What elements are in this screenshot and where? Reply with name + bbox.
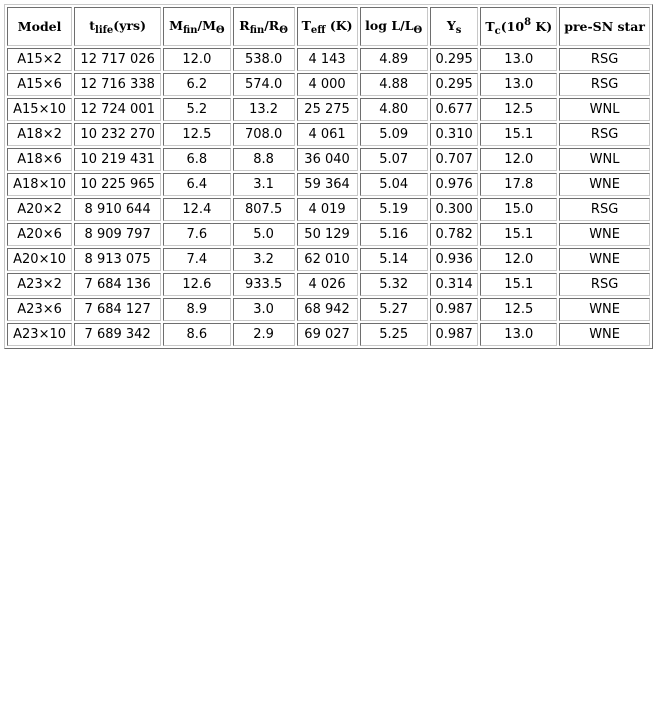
header-final-mass: $M_{fin}/M_\Theta$ <box>163 7 231 46</box>
cell-final-mass: 6.8 <box>163 148 231 171</box>
cell-pre-sn-star: RSG <box>559 73 650 96</box>
cell-final-mass: 8.6 <box>163 323 231 346</box>
cell-surface-helium: 0.300 <box>430 198 478 221</box>
cell-final-mass: 12.0 <box>163 48 231 71</box>
cell-model: A23×10 <box>7 323 72 346</box>
cell-central-temperature: 13.0 <box>480 323 557 346</box>
cell-effective-temperature: 4 143 <box>297 48 358 71</box>
cell-pre-sn-star: RSG <box>559 273 650 296</box>
cell-effective-temperature: 4 019 <box>297 198 358 221</box>
cell-lifetime: 12 724 001 <box>74 98 161 121</box>
cell-surface-helium: 0.310 <box>430 123 478 146</box>
header-luminosity: $\log L/L_\Theta$ <box>360 7 428 46</box>
cell-model: A20×10 <box>7 248 72 271</box>
cell-lifetime: 8 910 644 <box>74 198 161 221</box>
cell-surface-helium: 0.987 <box>430 298 478 321</box>
cell-final-radius: 538.0 <box>233 48 295 71</box>
table-row <box>7 323 650 346</box>
cell-effective-temperature: 59 364 <box>297 173 358 196</box>
cell-lifetime: 8 913 075 <box>74 248 161 271</box>
cell-luminosity: 4.89 <box>360 48 428 71</box>
cell-luminosity: 4.88 <box>360 73 428 96</box>
cell-central-temperature: 15.1 <box>480 223 557 246</box>
cell-luminosity: 5.16 <box>360 223 428 246</box>
cell-final-radius: 8.8 <box>233 148 295 171</box>
cell-model: A15×6 <box>7 73 72 96</box>
cell-central-temperature: 13.0 <box>480 73 557 96</box>
cell-effective-temperature: 50 129 <box>297 223 358 246</box>
cell-central-temperature: 13.0 <box>480 48 557 71</box>
table-row <box>7 73 650 96</box>
cell-surface-helium: 0.677 <box>430 98 478 121</box>
table-row <box>7 148 650 171</box>
table-body <box>7 48 650 346</box>
cell-model: A20×2 <box>7 198 72 221</box>
header-final-radius: $R_{fin}/R_\Theta$ <box>233 7 295 46</box>
table-row <box>7 248 650 271</box>
cell-central-temperature: 15.1 <box>480 123 557 146</box>
cell-final-mass: 12.4 <box>163 198 231 221</box>
header-central-temperature: $T_c(10^8$ K) <box>480 7 557 46</box>
cell-final-mass: 12.5 <box>163 123 231 146</box>
cell-surface-helium: 0.295 <box>430 73 478 96</box>
cell-luminosity: 5.19 <box>360 198 428 221</box>
cell-luminosity: 5.25 <box>360 323 428 346</box>
cell-central-temperature: 12.5 <box>480 298 557 321</box>
cell-luminosity: 4.80 <box>360 98 428 121</box>
cell-final-radius: 3.0 <box>233 298 295 321</box>
table-row <box>7 98 650 121</box>
cell-luminosity: 5.07 <box>360 148 428 171</box>
table-row <box>7 273 650 296</box>
table-row <box>7 198 650 221</box>
cell-effective-temperature: 4 000 <box>297 73 358 96</box>
cell-final-radius: 3.2 <box>233 248 295 271</box>
cell-final-radius: 5.0 <box>233 223 295 246</box>
cell-model: A23×6 <box>7 298 72 321</box>
header-lifetime: $t_{life}(yrs)$ <box>74 7 161 46</box>
cell-model: A20×6 <box>7 223 72 246</box>
cell-model: A15×10 <box>7 98 72 121</box>
cell-model: A18×6 <box>7 148 72 171</box>
cell-central-temperature: 12.0 <box>480 248 557 271</box>
cell-final-mass: 6.4 <box>163 173 231 196</box>
cell-model: A18×2 <box>7 123 72 146</box>
table-row <box>7 173 650 196</box>
cell-final-radius: 574.0 <box>233 73 295 96</box>
cell-model: A18×10 <box>7 173 72 196</box>
cell-surface-helium: 0.707 <box>430 148 478 171</box>
cell-pre-sn-star: RSG <box>559 198 650 221</box>
cell-central-temperature: 15.1 <box>480 273 557 296</box>
table-row <box>7 223 650 246</box>
cell-central-temperature: 17.8 <box>480 173 557 196</box>
cell-pre-sn-star: WNL <box>559 98 650 121</box>
header-model: Model <box>7 7 72 46</box>
cell-final-radius: 2.9 <box>233 323 295 346</box>
cell-surface-helium: 0.987 <box>430 323 478 346</box>
cell-effective-temperature: 62 010 <box>297 248 358 271</box>
cell-effective-temperature: 36 040 <box>297 148 358 171</box>
cell-effective-temperature: 68 942 <box>297 298 358 321</box>
header-effective-temperature: $T_{eff}$ (K) <box>297 7 358 46</box>
cell-final-radius: 933.5 <box>233 273 295 296</box>
cell-final-mass: 5.2 <box>163 98 231 121</box>
table-row <box>7 298 650 321</box>
cell-central-temperature: 15.0 <box>480 198 557 221</box>
cell-final-radius: 807.5 <box>233 198 295 221</box>
cell-lifetime: 7 689 342 <box>74 323 161 346</box>
cell-surface-helium: 0.314 <box>430 273 478 296</box>
cell-surface-helium: 0.976 <box>430 173 478 196</box>
header-row <box>7 7 650 46</box>
cell-pre-sn-star: RSG <box>559 123 650 146</box>
cell-model: A15×2 <box>7 48 72 71</box>
cell-model: A23×2 <box>7 273 72 296</box>
cell-final-radius: 708.0 <box>233 123 295 146</box>
cell-pre-sn-star: WNE <box>559 223 650 246</box>
cell-lifetime: 8 909 797 <box>74 223 161 246</box>
cell-surface-helium: 0.295 <box>430 48 478 71</box>
cell-final-radius: 13.2 <box>233 98 295 121</box>
cell-final-mass: 7.4 <box>163 248 231 271</box>
table-row <box>7 123 650 146</box>
cell-surface-helium: 0.782 <box>430 223 478 246</box>
cell-final-radius: 3.1 <box>233 173 295 196</box>
cell-final-mass: 6.2 <box>163 73 231 96</box>
cell-luminosity: 5.14 <box>360 248 428 271</box>
cell-lifetime: 10 225 965 <box>74 173 161 196</box>
cell-surface-helium: 0.936 <box>430 248 478 271</box>
cell-effective-temperature: 25 275 <box>297 98 358 121</box>
cell-lifetime: 12 717 026 <box>74 48 161 71</box>
cell-final-mass: 12.6 <box>163 273 231 296</box>
cell-lifetime: 12 716 338 <box>74 73 161 96</box>
cell-effective-temperature: 4 026 <box>297 273 358 296</box>
cell-effective-temperature: 69 027 <box>297 323 358 346</box>
cell-pre-sn-star: WNE <box>559 248 650 271</box>
cell-lifetime: 7 684 136 <box>74 273 161 296</box>
cell-luminosity: 5.04 <box>360 173 428 196</box>
cell-lifetime: 10 219 431 <box>74 148 161 171</box>
cell-central-temperature: 12.5 <box>480 98 557 121</box>
cell-final-mass: 8.9 <box>163 298 231 321</box>
cell-lifetime: 7 684 127 <box>74 298 161 321</box>
cell-pre-sn-star: WNE <box>559 298 650 321</box>
cell-pre-sn-star: RSG <box>559 48 650 71</box>
cell-luminosity: 5.27 <box>360 298 428 321</box>
cell-luminosity: 5.09 <box>360 123 428 146</box>
cell-central-temperature: 12.0 <box>480 148 557 171</box>
cell-lifetime: 10 232 270 <box>74 123 161 146</box>
cell-final-mass: 7.6 <box>163 223 231 246</box>
table-container <box>4 4 653 349</box>
header-surface-helium: $Y_s$ <box>430 7 478 46</box>
stellar-models-table <box>4 4 653 349</box>
header-pre-sn-star: pre-SN star <box>559 7 650 46</box>
cell-pre-sn-star: WNL <box>559 148 650 171</box>
cell-pre-sn-star: WNE <box>559 173 650 196</box>
cell-pre-sn-star: WNE <box>559 323 650 346</box>
cell-luminosity: 5.32 <box>360 273 428 296</box>
cell-effective-temperature: 4 061 <box>297 123 358 146</box>
table-row <box>7 48 650 71</box>
